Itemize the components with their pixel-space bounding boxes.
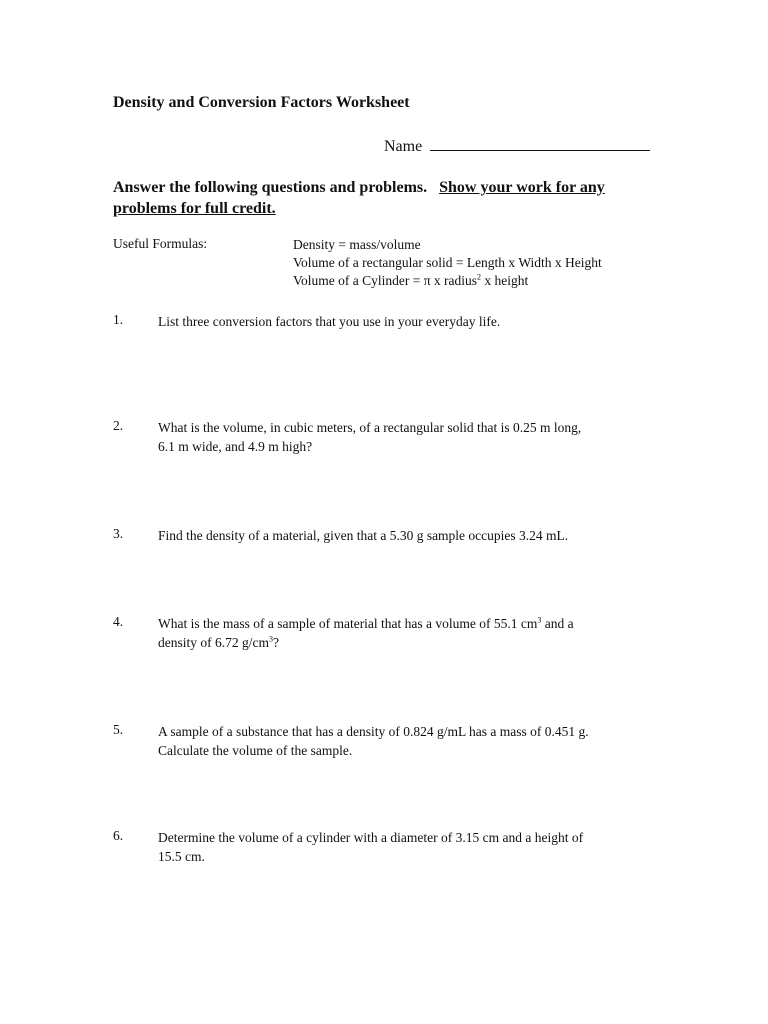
question-4-text: What is the mass of a sample of material that has a volume of 55.1 $cm^3$ and a density of 6.72 $g/cm^3$? — [158, 615, 574, 650]
question-1-text: List three conversion factors that you use in your everyday life. — [158, 314, 501, 329]
instructions-emphasis-2: problems for full credit. — [113, 200, 276, 217]
formula-cylinder-volume: Volume of a Cylinder = π x radius$^2$ x height — [293, 272, 529, 288]
name-blank-line — [430, 136, 650, 151]
instructions — [113, 177, 673, 219]
question-2-text: What is the volume, in cubic meters, of a rectangular solid that is 0.25 m long, 6.1 m wide, and 4.9 m high? — [158, 420, 582, 454]
name-field-row — [384, 136, 650, 156]
question-5-number: 5. — [113, 722, 124, 737]
worksheet-title: Density and Conversion Factors Worksheet — [113, 94, 410, 111]
formulas-list — [293, 236, 602, 290]
formulas-label: Useful Formulas: — [113, 236, 208, 251]
question-1-number: 1. — [113, 312, 124, 327]
formula-rect-volume: Volume of a rectangular solid = Length x Width x Height — [293, 255, 602, 270]
name-label: Name — [384, 138, 423, 155]
instructions-emphasis-1: Show your work for any — [439, 179, 605, 196]
question-6-number: 6. — [113, 828, 124, 843]
question-4-number: 4. — [113, 614, 124, 629]
question-2-number: 2. — [113, 418, 124, 433]
instructions-text: Answer the following questions and problems. — [113, 179, 428, 196]
formula-density: Density = mass/volume — [293, 237, 421, 252]
question-6-text: Determine the volume of a cylinder with a diameter of 3.15 cm and a height of 15.5 cm. — [158, 830, 584, 864]
question-5-text: A sample of a substance that has a density of 0.824 g/mL has a mass of 0.451 g. Calculate the volume of the sample. — [158, 724, 589, 758]
question-3-number: 3. — [113, 526, 124, 541]
question-3-text: Find the density of a material, given that a 5.30 g sample occupies 3.24 mL. — [158, 528, 569, 543]
